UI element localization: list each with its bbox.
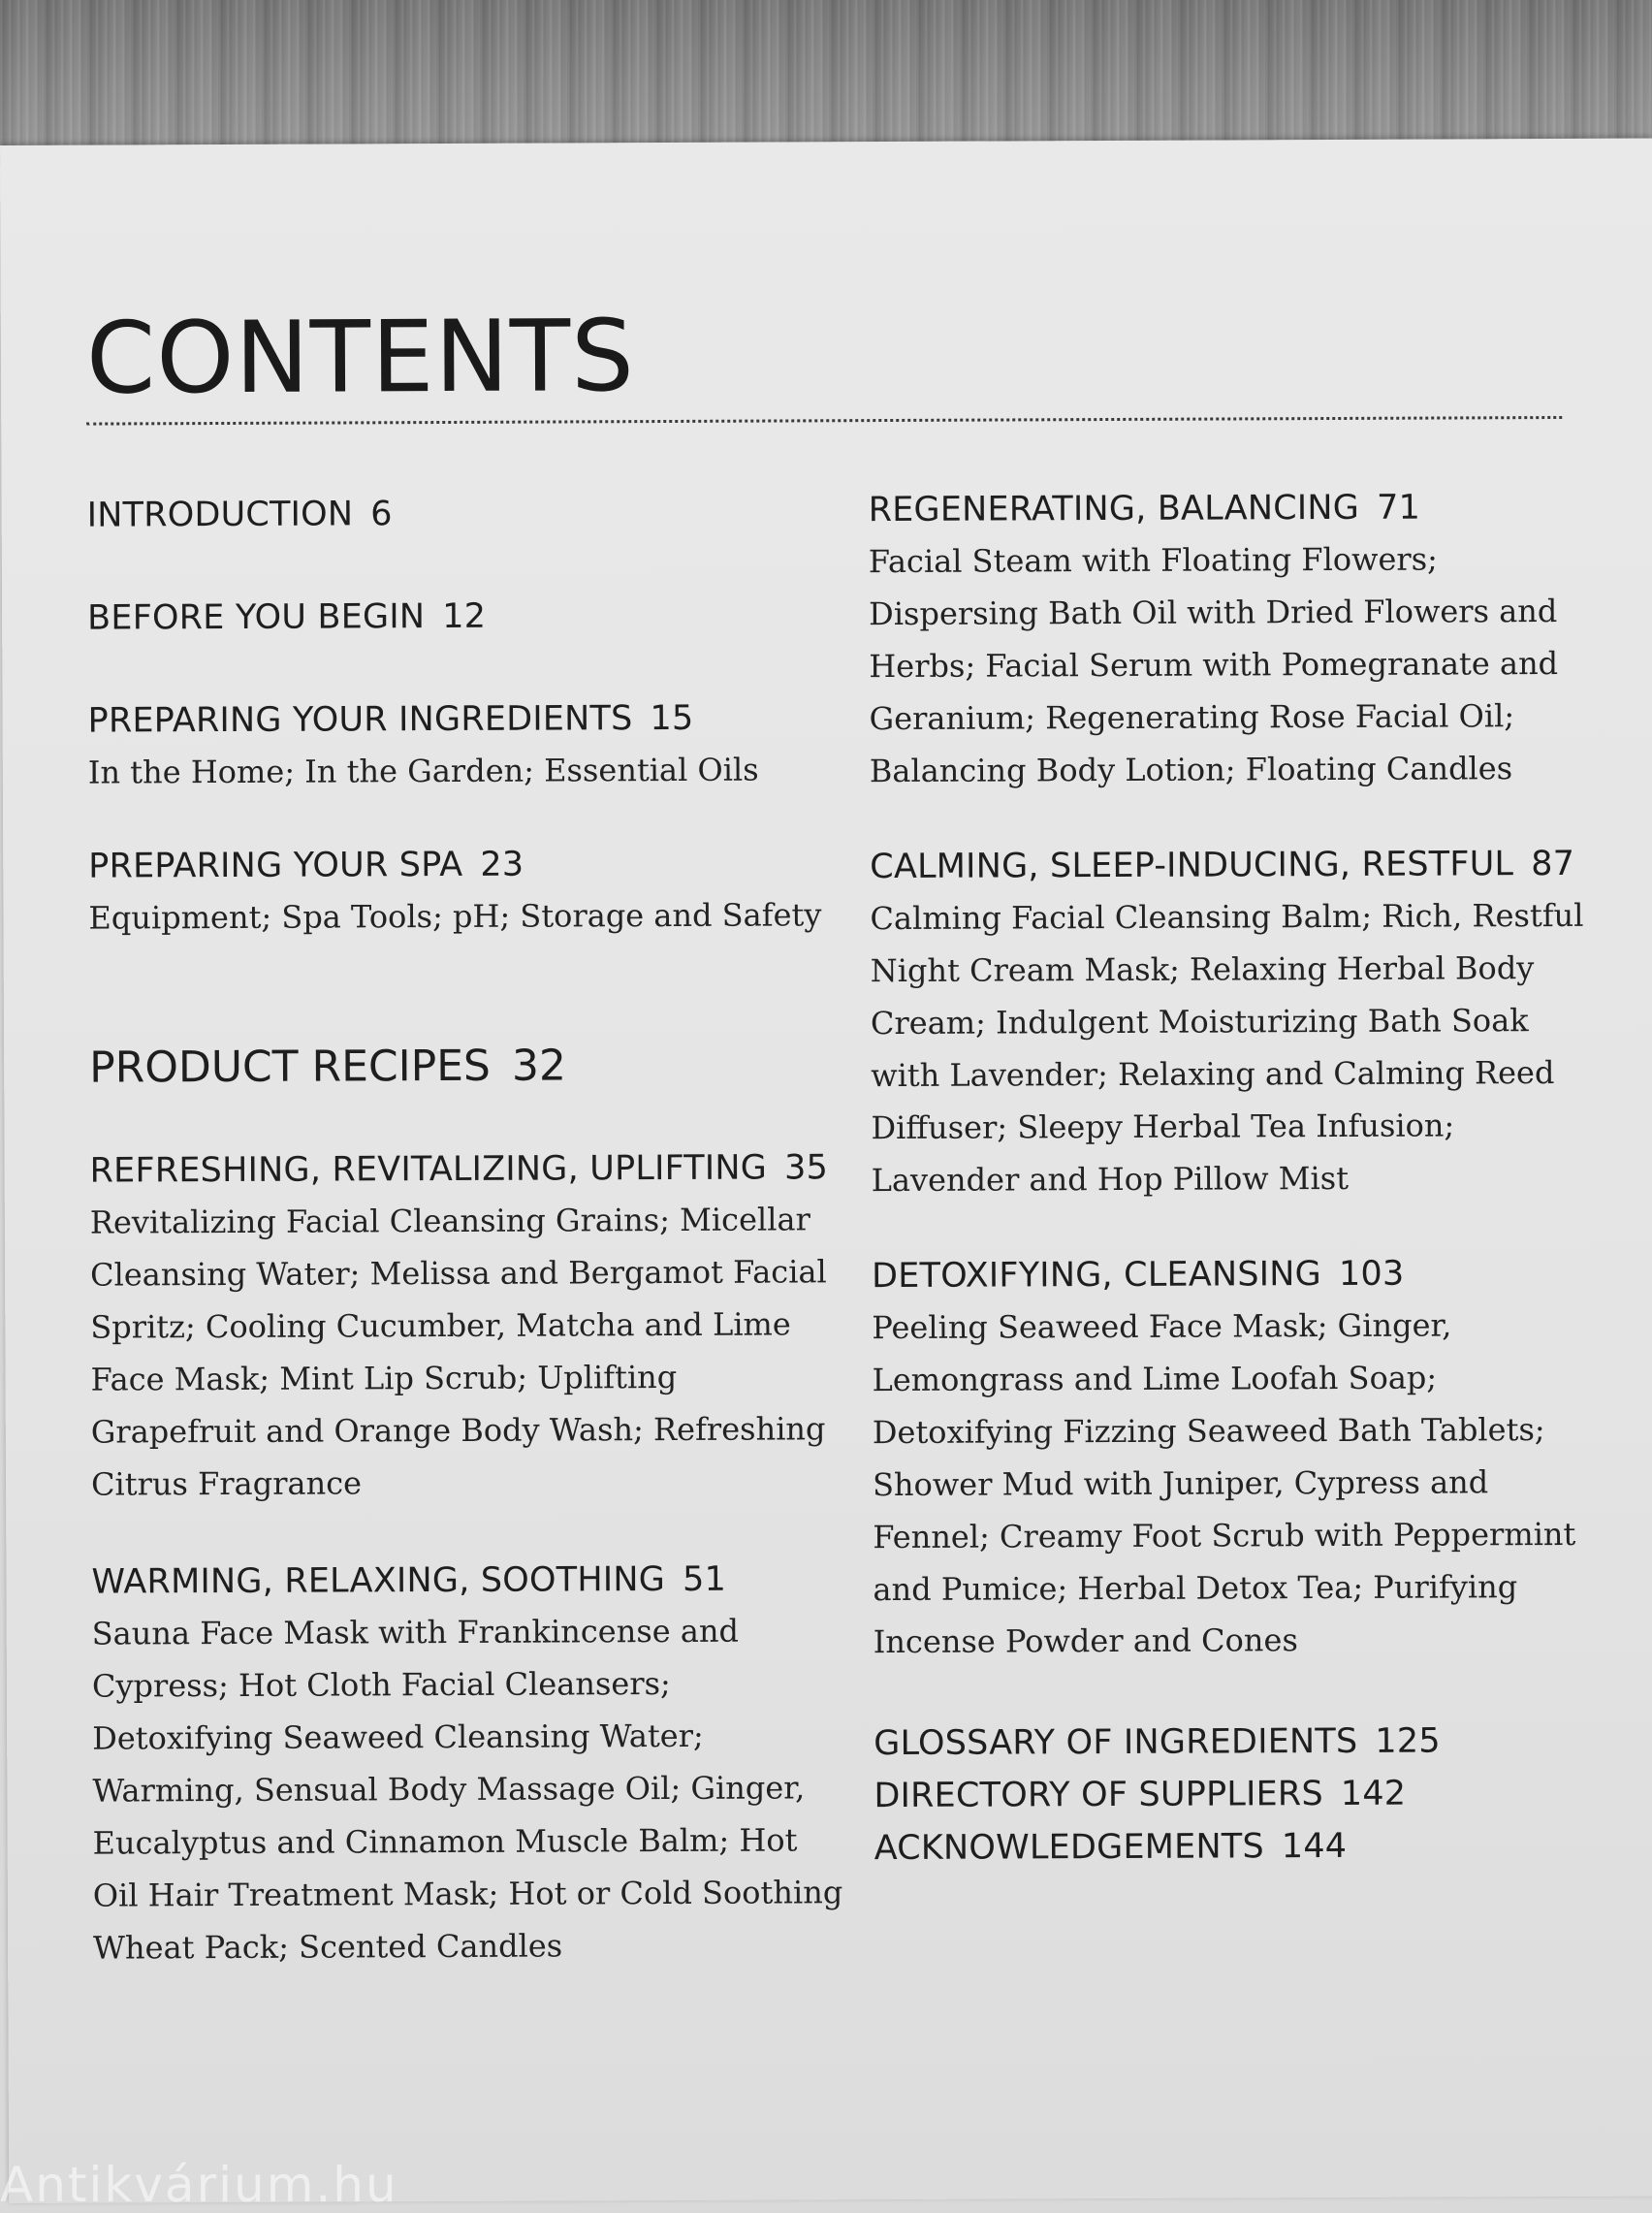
- toc-page-number: 125: [1375, 1721, 1441, 1761]
- toc-entry-suppliers: [874, 1772, 1601, 1817]
- toc-entry-refreshing: [90, 1146, 848, 1510]
- toc-section-product-recipes: [89, 1038, 845, 1095]
- toc-page-number: 103: [1338, 1254, 1405, 1294]
- section-page-number: 32: [511, 1041, 567, 1091]
- toc-heading: DIRECTORY OF SUPPLIERS: [874, 1775, 1323, 1816]
- toc-page-number: 12: [442, 596, 487, 637]
- toc-description: Peeling Seaweed Face Mask; Ginger, Lemongrass and Lime Loofah Soap; Detoxifying Fizzing Seaweed Bath Tablets; Shower Mud with Juniper, Cypress and Fennel; Creamy Foot Scrub with Peppermint and Pumice; Herbal Detox Tea; Purifying Incense Powder and Cones: [872, 1306, 1576, 1661]
- toc-heading: PREPARING YOUR INGREDIENTS: [87, 699, 633, 741]
- toc-entry-glossary: [874, 1719, 1601, 1765]
- toc-entry-preparing-spa: [88, 842, 844, 944]
- toc-page-number: 35: [783, 1148, 829, 1188]
- toc-page-number: 15: [650, 698, 694, 739]
- toc-heading: ACKNOWLEDGEMENTS: [874, 1827, 1264, 1869]
- toc-heading: GLOSSARY OF INGREDIENTS: [874, 1721, 1358, 1764]
- toc-description: Calming Facial Cleansing Balm; Rich, Restful Night Cream Mask; Relaxing Herbal Body Cream; Indulgent Moisturizing Bath Soak with Lavender; Relaxing and Calming Reed Diffuser; Sleepy Herbal Tea Infusion; Lavender and Hop Pillow Mist: [870, 896, 1584, 1200]
- book-page: [0, 139, 1652, 2203]
- toc-heading: REGENERATING, BALANCING: [868, 488, 1360, 530]
- toc-entry-introduction: [87, 491, 843, 536]
- toc-heading: BEFORE YOU BEGIN: [87, 597, 426, 638]
- contents-left-column: [87, 491, 850, 2034]
- toc-heading: CALMING, SLEEP-INDUCING, RESTFUL: [870, 845, 1514, 887]
- dotted-rule: [86, 416, 1562, 426]
- toc-entry-acknowledgements: [874, 1824, 1602, 1870]
- contents-right-column: [869, 486, 1602, 1879]
- toc-entry-before-you-begin: [87, 593, 843, 639]
- toc-page-number: 87: [1531, 844, 1575, 884]
- toc-page-number: 71: [1376, 488, 1421, 528]
- toc-page-number: 23: [480, 845, 524, 884]
- page-title: CONTENTS: [85, 299, 636, 417]
- section-heading: PRODUCT RECIPES: [89, 1041, 492, 1093]
- toc-entry-detoxifying: [872, 1252, 1601, 1668]
- toc-entry-calming: [870, 843, 1599, 1206]
- toc-heading: REFRESHING, REVITALIZING, UPLIFTING: [89, 1148, 768, 1191]
- watermark-text: Antikvárium.hu: [0, 2157, 398, 2213]
- toc-description: Equipment; Spa Tools; pH; Storage and Safety: [88, 896, 822, 937]
- toc-heading: DETOXIFYING, CLEANSING: [872, 1255, 1322, 1297]
- toc-heading: WARMING, RELAXING, SOOTHING: [91, 1560, 666, 1602]
- toc-page-number: 6: [370, 495, 393, 534]
- toc-entry-warming: [91, 1557, 849, 1973]
- toc-entry-preparing-ingredients: [87, 696, 843, 798]
- toc-heading: PREPARING YOUR SPA: [88, 845, 463, 886]
- toc-description: In the Home; In the Garden; Essential Oils: [87, 751, 759, 791]
- toc-page-number: 144: [1281, 1826, 1348, 1867]
- toc-page-number: 142: [1340, 1774, 1407, 1813]
- toc-entry-regenerating: [869, 486, 1597, 797]
- toc-description: Facial Steam with Floating Flowers; Dispersing Bath Oil with Dried Flowers and Herbs; Facial Serum with Pomegranate and Geranium; Regenerating Rose Facial Oil; Balancing Body Lotion; Floating Candles: [868, 540, 1559, 790]
- toc-heading: INTRODUCTION: [86, 495, 354, 535]
- toc-description: Sauna Face Mask with Frankincense and Cypress; Hot Cloth Facial Cleansers; Detoxifying Seaweed Cleansing Water; Warming, Sensual Body Massage Oil; Ginger, Eucalyptus and Cinnamon Muscle Balm; Hot Oil Hair Treatment Mask; Hot or Cold Soothing Wheat Pack; Scented Candles: [91, 1612, 843, 1967]
- toc-page-number: 51: [682, 1559, 727, 1599]
- toc-description: Revitalizing Facial Cleansing Grains; Micellar Cleansing Water; Melissa and Bergamot Facial Spritz; Cooling Cucumber, Matcha and Lime Face Mask; Mint Lip Scrub; Uplifting Grapefruit and Orange Body Wash; Refreshing Citrus Fragrance: [89, 1201, 827, 1503]
